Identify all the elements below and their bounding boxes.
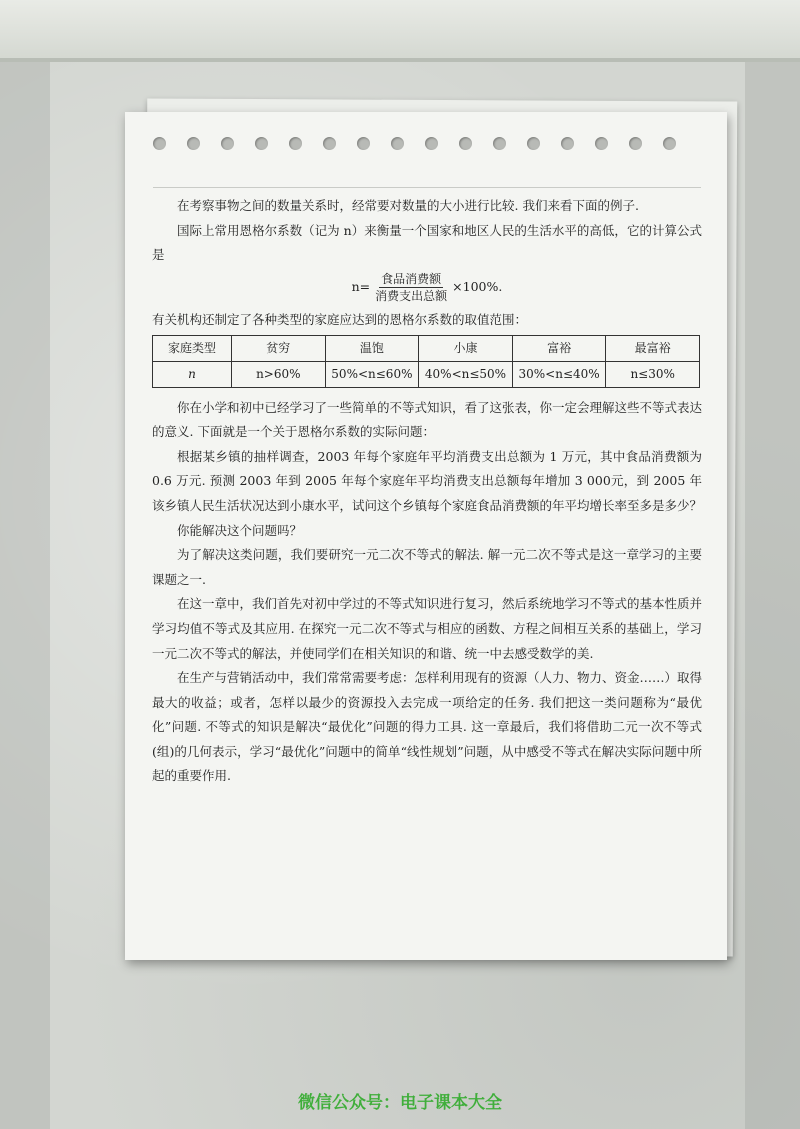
body-paragraph: 在这一章中，我们首先对初中学过的不等式知识进行复习，然后系统地学习不等式的基本性质并学习均值不等式及其应用. 在探究一元二次不等式与相应的函数、方程之间相互关系的基础上，学习一元二次不等式的解法，并使同学们在相关知识的和谐、统一中去感受数学的美. — [152, 596, 703, 661]
table-cell: 40%<n≤50% — [419, 361, 513, 387]
binder-holes — [153, 137, 703, 151]
binder-hole — [289, 137, 302, 150]
binder-hole — [493, 137, 506, 150]
formula-fraction — [373, 271, 449, 304]
binder-hole — [629, 137, 642, 150]
binder-hole — [391, 137, 404, 150]
body-paragraph: 你在小学和初中已经学习了一些简单的不等式知识，看了这张表，你一定会理解这些不等式表达的意义. 下面就是一个关于恩格尔系数的实际问题： — [152, 399, 703, 440]
body-paragraph: 根据某乡镇的抽样调查，2003 年每个家庭年平均消费支出总额为 1 万元，其中食品消费额为 0.6 万元. 预测 2003 年到 2005 年每个家庭年平均消费支出总额每年增加 3 000元，到 2005 年该乡镇人民生活状况达到小康水平，试问这个乡镇每个家庭食品消费额的年平均增长率至多是多少？ — [152, 448, 703, 513]
binder-hole — [187, 137, 200, 150]
binder-hole — [425, 137, 438, 150]
background-stripe — [745, 62, 800, 1129]
binder-hole — [323, 137, 336, 150]
table-header-cell: 富裕 — [512, 336, 606, 362]
body-paragraph: 为了解决这类问题，我们要研究一元二次不等式的解法. 解一元二次不等式是这一章学习的主要课题之一. — [152, 547, 702, 587]
binder-hole — [527, 137, 540, 150]
formula-lhs: n= — [351, 279, 371, 295]
engel-formula — [152, 268, 702, 308]
intro-paragraph: 在考察事物之间的数量关系时，经常要对数量的大小进行比较. 我们来看下面的例子. — [177, 198, 639, 213]
binder-hole — [153, 137, 166, 150]
table-cell: n≤30% — [606, 361, 700, 387]
binder-hole — [595, 137, 608, 150]
background-stripe — [0, 62, 50, 1129]
binder-hole — [221, 137, 234, 150]
page-rule-line — [153, 187, 701, 188]
formula-rhs: ×100%. — [452, 279, 503, 295]
table-header-cell: 温饱 — [325, 336, 419, 362]
table-cell: n>60% — [232, 361, 326, 387]
binder-hole — [561, 137, 574, 150]
table-header-cell: 小康 — [419, 336, 513, 362]
page-content — [152, 194, 702, 789]
binder-hole — [255, 137, 268, 150]
body-paragraph: 你能解决这个问题吗？ — [177, 522, 303, 538]
table-header-cell: 贫穷 — [232, 336, 326, 362]
engel-definition-paragraph: 国际上常用恩格尔系数（记为 n）来衡量一个国家和地区人民的生活水平的高低，它的计算公式是 — [152, 222, 702, 263]
formula-denominator: 消费支出总额 — [375, 289, 448, 304]
formula-numerator: 食品消费额 — [381, 272, 442, 287]
engel-coefficient-table — [152, 335, 700, 387]
binder-hole — [357, 137, 370, 150]
table-header-row — [153, 336, 700, 362]
table-intro-text: 有关机构还制定了各种类型的家庭应达到的恩格尔系数的取值范围： — [152, 311, 528, 327]
table-cell: n — [153, 361, 232, 387]
table-header-cell: 家庭类型 — [153, 336, 232, 362]
background-top-band — [0, 0, 800, 60]
body-paragraph: 在生产与营销活动中，我们常常需要考虑：怎样利用现有的资源（人力、物力、资金……）取得最大的收益；或者，怎样以最少的资源投入去完成一项给定的任务. 我们把这一类问题称为“最优化”问题. 不等式的知识是解决“最优化”问题的得力工具. 这一章最后，我们将借助二元一次不等式(组)的几何表示，学习“最优化”问题中的简单“线性规划”问题，从中感受不等式在解决实际问题中所起的重要作用. — [152, 670, 703, 784]
table-header-cell: 最富裕 — [606, 336, 700, 362]
binder-hole — [663, 137, 676, 150]
watermark-footer: 微信公众号：电子课本大全 — [298, 1093, 502, 1113]
table-cell: 50%<n≤60% — [325, 361, 419, 387]
table-row — [153, 361, 700, 387]
table-cell: 30%<n≤40% — [512, 361, 606, 387]
binder-hole — [459, 137, 472, 150]
notebook-page — [125, 112, 727, 960]
